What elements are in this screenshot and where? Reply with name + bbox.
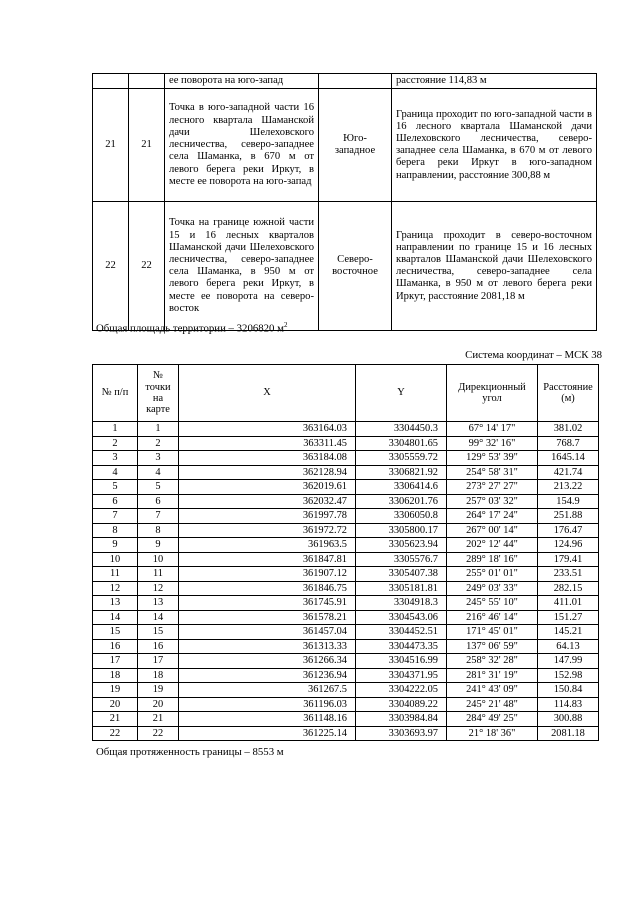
row-number-cell: 1 [93, 422, 138, 437]
direction-angle-cell: 258° 32' 28" [447, 654, 538, 669]
description-row [93, 74, 597, 89]
distance-cell: 176.47 [538, 523, 599, 538]
distance-cell: 145.21 [538, 625, 599, 640]
table-row [93, 726, 599, 741]
direction-cell [319, 74, 392, 89]
y-coordinate-cell: 3304452.51 [356, 625, 447, 640]
y-coordinate-cell: 3305181.81 [356, 581, 447, 596]
x-coordinate-cell: 362032.47 [179, 494, 356, 509]
table-row [93, 610, 599, 625]
point-number-cell: 20 [138, 697, 179, 712]
direction-angle-cell: 255° 01' 01" [447, 567, 538, 582]
coordinates-header-row [93, 365, 599, 422]
distance-cell: 179.41 [538, 552, 599, 567]
area-unit-superscript: 2 [283, 321, 288, 329]
y-coordinate-cell: 3305407.38 [356, 567, 447, 582]
point-number-cell: 18 [138, 668, 179, 683]
y-coordinate-cell: 3304450.3 [356, 422, 447, 437]
direction-angle-cell: 281° 31' 19" [447, 668, 538, 683]
y-coordinate-cell: 3304371.95 [356, 668, 447, 683]
table-row [93, 422, 599, 437]
point-description-cell: Точка на границе южной части 15 и 16 лесных кварталов Шаманской дачи Шелеховского лесничества, северо-западнее села Шаманка, в 950 м от левого берега реки Иркут, в месте ее поворота на северо-восток [165, 202, 319, 331]
direction-angle-cell: 267° 00' 14" [447, 523, 538, 538]
direction-angle-cell: 241° 43' 09" [447, 683, 538, 698]
y-coordinate-cell: 3304801.65 [356, 436, 447, 451]
table-row [93, 625, 599, 640]
y-coordinate-cell: 3305559.72 [356, 451, 447, 466]
point-number-cell [129, 74, 165, 89]
row-number-cell: 18 [93, 668, 138, 683]
header-x: X [179, 365, 356, 422]
direction-angle-cell: 99° 32' 16" [447, 436, 538, 451]
header-row-number: № п/п [93, 365, 138, 422]
row-number-cell: 22 [93, 726, 138, 741]
header-direction-angle: Дирекционный угол [447, 365, 538, 422]
boundary-description-table [92, 73, 597, 331]
y-coordinate-cell: 3305623.94 [356, 538, 447, 553]
x-coordinate-cell: 361267.5 [179, 683, 356, 698]
direction-angle-cell: 129° 53' 39" [447, 451, 538, 466]
point-number-cell: 2 [138, 436, 179, 451]
direction-angle-cell: 249° 03' 33" [447, 581, 538, 596]
distance-cell: 381.02 [538, 422, 599, 437]
row-number-cell: 6 [93, 494, 138, 509]
y-coordinate-cell: 3304543.06 [356, 610, 447, 625]
row-number-cell: 22 [93, 202, 129, 331]
table-row [93, 436, 599, 451]
total-area-note [96, 321, 287, 335]
table-row [93, 654, 599, 669]
table-row [93, 567, 599, 582]
x-coordinate-cell: 362019.61 [179, 480, 356, 495]
row-number-cell: 19 [93, 683, 138, 698]
coordinates-table [92, 364, 599, 741]
table-row [93, 697, 599, 712]
point-number-cell: 11 [138, 567, 179, 582]
distance-cell: 2081.18 [538, 726, 599, 741]
direction-angle-cell: 245° 55' 10" [447, 596, 538, 611]
direction-angle-cell: 257° 03' 32" [447, 494, 538, 509]
x-coordinate-cell: 361236.94 [179, 668, 356, 683]
x-coordinate-cell: 361225.14 [179, 726, 356, 741]
coordinate-system-label: Система координат – МСК 38 [465, 349, 602, 361]
distance-cell: 300.88 [538, 712, 599, 727]
x-coordinate-cell: 361457.04 [179, 625, 356, 640]
x-coordinate-cell: 361148.16 [179, 712, 356, 727]
y-coordinate-cell: 3306414.6 [356, 480, 447, 495]
table-row [93, 712, 599, 727]
boundary-description-cell: Граница проходит в северо-восточном направлении по границе 15 и 16 лесных кварталов Шаманской дачи Шелеховского лесничества, северо-западнее села Шаманка, в 950 м от левого берега реки Иркут, расстояние 2081,18 м [392, 202, 597, 331]
direction-angle-cell: 245° 21' 48" [447, 697, 538, 712]
header-distance: Расстояние (м) [538, 365, 599, 422]
y-coordinate-cell: 3306201.76 [356, 494, 447, 509]
y-coordinate-cell: 3305800.17 [356, 523, 447, 538]
y-coordinate-cell: 3304918.3 [356, 596, 447, 611]
row-number-cell: 9 [93, 538, 138, 553]
x-coordinate-cell: 363311.45 [179, 436, 356, 451]
distance-cell: 213.22 [538, 480, 599, 495]
point-description-cell: ее поворота на юго-запад [165, 74, 319, 89]
table-row [93, 668, 599, 683]
total-boundary-length: Общая протяженность границы – 8553 м [96, 746, 284, 758]
y-coordinate-cell: 3303693.97 [356, 726, 447, 741]
row-number-cell: 7 [93, 509, 138, 524]
point-number-cell: 16 [138, 639, 179, 654]
header-y: Y [356, 365, 447, 422]
x-coordinate-cell: 361907.12 [179, 567, 356, 582]
row-number-cell: 4 [93, 465, 138, 480]
row-number-cell: 14 [93, 610, 138, 625]
row-number-cell: 10 [93, 552, 138, 567]
point-number-cell: 15 [138, 625, 179, 640]
y-coordinate-cell: 3305576.7 [356, 552, 447, 567]
description-row [93, 89, 597, 202]
table-row [93, 465, 599, 480]
point-description-cell: Точка в юго-западной части 16 лесного квартала Шаманской дачи Шелеховского лесничества, северо-западнее села Шаманка, в 670 м от левого берега реки Иркут, в месте ее поворота на юго-запад [165, 89, 319, 202]
x-coordinate-cell: 361846.75 [179, 581, 356, 596]
distance-cell: 154.9 [538, 494, 599, 509]
point-number-cell: 21 [129, 89, 165, 202]
y-coordinate-cell: 3304222.05 [356, 683, 447, 698]
y-coordinate-cell: 3306050.8 [356, 509, 447, 524]
distance-cell: 147.99 [538, 654, 599, 669]
point-number-cell: 12 [138, 581, 179, 596]
row-number-cell: 15 [93, 625, 138, 640]
point-number-cell: 19 [138, 683, 179, 698]
point-number-cell: 13 [138, 596, 179, 611]
table-row [93, 683, 599, 698]
distance-cell: 233.51 [538, 567, 599, 582]
row-number-cell: 8 [93, 523, 138, 538]
table-row [93, 581, 599, 596]
direction-angle-cell: 67° 14' 17" [447, 422, 538, 437]
table-row [93, 480, 599, 495]
table-row [93, 451, 599, 466]
row-number-cell [93, 74, 129, 89]
point-number-cell: 1 [138, 422, 179, 437]
point-number-cell: 4 [138, 465, 179, 480]
point-number-cell: 10 [138, 552, 179, 567]
point-number-cell: 14 [138, 610, 179, 625]
point-number-cell: 22 [138, 726, 179, 741]
row-number-cell: 20 [93, 697, 138, 712]
direction-angle-cell: 137° 06' 59" [447, 639, 538, 654]
x-coordinate-cell: 361266.34 [179, 654, 356, 669]
direction-angle-cell: 171° 45' 01" [447, 625, 538, 640]
distance-cell: 768.7 [538, 436, 599, 451]
distance-cell: 124.96 [538, 538, 599, 553]
x-coordinate-cell: 361963.5 [179, 538, 356, 553]
distance-cell: 151.27 [538, 610, 599, 625]
row-number-cell: 2 [93, 436, 138, 451]
row-number-cell: 12 [93, 581, 138, 596]
row-number-cell: 16 [93, 639, 138, 654]
direction-cell: Юго-западное [319, 89, 392, 202]
boundary-description-cell: Граница проходит по юго-западной части в 16 лесного квартала Шаманской дачи Шелеховского лесничества, северо-западнее села Шаманка, в 670 м от левого берега реки Иркут в юго-западном направлении, расстояние 300,88 м [392, 89, 597, 202]
table-row [93, 494, 599, 509]
x-coordinate-cell: 361847.81 [179, 552, 356, 567]
x-coordinate-cell: 362128.94 [179, 465, 356, 480]
x-coordinate-cell: 361745.91 [179, 596, 356, 611]
x-coordinate-cell: 363184.08 [179, 451, 356, 466]
distance-cell: 152.98 [538, 668, 599, 683]
y-coordinate-cell: 3304516.99 [356, 654, 447, 669]
row-number-cell: 3 [93, 451, 138, 466]
row-number-cell: 11 [93, 567, 138, 582]
distance-cell: 421.74 [538, 465, 599, 480]
y-coordinate-cell: 3304473.35 [356, 639, 447, 654]
distance-cell: 1645.14 [538, 451, 599, 466]
distance-cell: 282.15 [538, 581, 599, 596]
boundary-description-cell: расстояние 114,83 м [392, 74, 597, 89]
x-coordinate-cell: 361972.72 [179, 523, 356, 538]
direction-angle-cell: 273° 27' 27" [447, 480, 538, 495]
table-row [93, 639, 599, 654]
point-number-cell: 5 [138, 480, 179, 495]
y-coordinate-cell: 3303984.84 [356, 712, 447, 727]
direction-cell: Северо-восточное [319, 202, 392, 331]
row-number-cell: 21 [93, 89, 129, 202]
point-number-cell: 3 [138, 451, 179, 466]
direction-angle-cell: 284° 49' 25" [447, 712, 538, 727]
table-row [93, 552, 599, 567]
x-coordinate-cell: 361997.78 [179, 509, 356, 524]
table-row [93, 523, 599, 538]
direction-angle-cell: 264° 17' 24" [447, 509, 538, 524]
distance-cell: 251.88 [538, 509, 599, 524]
point-number-cell: 8 [138, 523, 179, 538]
point-number-cell: 7 [138, 509, 179, 524]
distance-cell: 150.84 [538, 683, 599, 698]
point-number-cell: 6 [138, 494, 179, 509]
point-number-cell: 21 [138, 712, 179, 727]
point-number-cell: 22 [129, 202, 165, 331]
table-row [93, 509, 599, 524]
y-coordinate-cell: 3304089.22 [356, 697, 447, 712]
distance-cell: 64.13 [538, 639, 599, 654]
row-number-cell: 21 [93, 712, 138, 727]
x-coordinate-cell: 363164.03 [179, 422, 356, 437]
x-coordinate-cell: 361313.33 [179, 639, 356, 654]
x-coordinate-cell: 361578.21 [179, 610, 356, 625]
point-number-cell: 9 [138, 538, 179, 553]
point-number-cell: 17 [138, 654, 179, 669]
description-row [93, 202, 597, 331]
x-coordinate-cell: 361196.03 [179, 697, 356, 712]
row-number-cell: 5 [93, 480, 138, 495]
direction-angle-cell: 21° 18' 36" [447, 726, 538, 741]
row-number-cell: 13 [93, 596, 138, 611]
direction-angle-cell: 254° 58' 31" [447, 465, 538, 480]
total-area-text: Общая площадь территории – 3206820 м [96, 322, 284, 335]
row-number-cell: 17 [93, 654, 138, 669]
table-row [93, 538, 599, 553]
distance-cell: 114.83 [538, 697, 599, 712]
header-point-number: № точки на карте [138, 365, 179, 422]
direction-angle-cell: 216° 46' 14" [447, 610, 538, 625]
distance-cell: 411.01 [538, 596, 599, 611]
y-coordinate-cell: 3306821.92 [356, 465, 447, 480]
direction-angle-cell: 202° 12' 44" [447, 538, 538, 553]
table-row [93, 596, 599, 611]
direction-angle-cell: 289° 18' 16" [447, 552, 538, 567]
